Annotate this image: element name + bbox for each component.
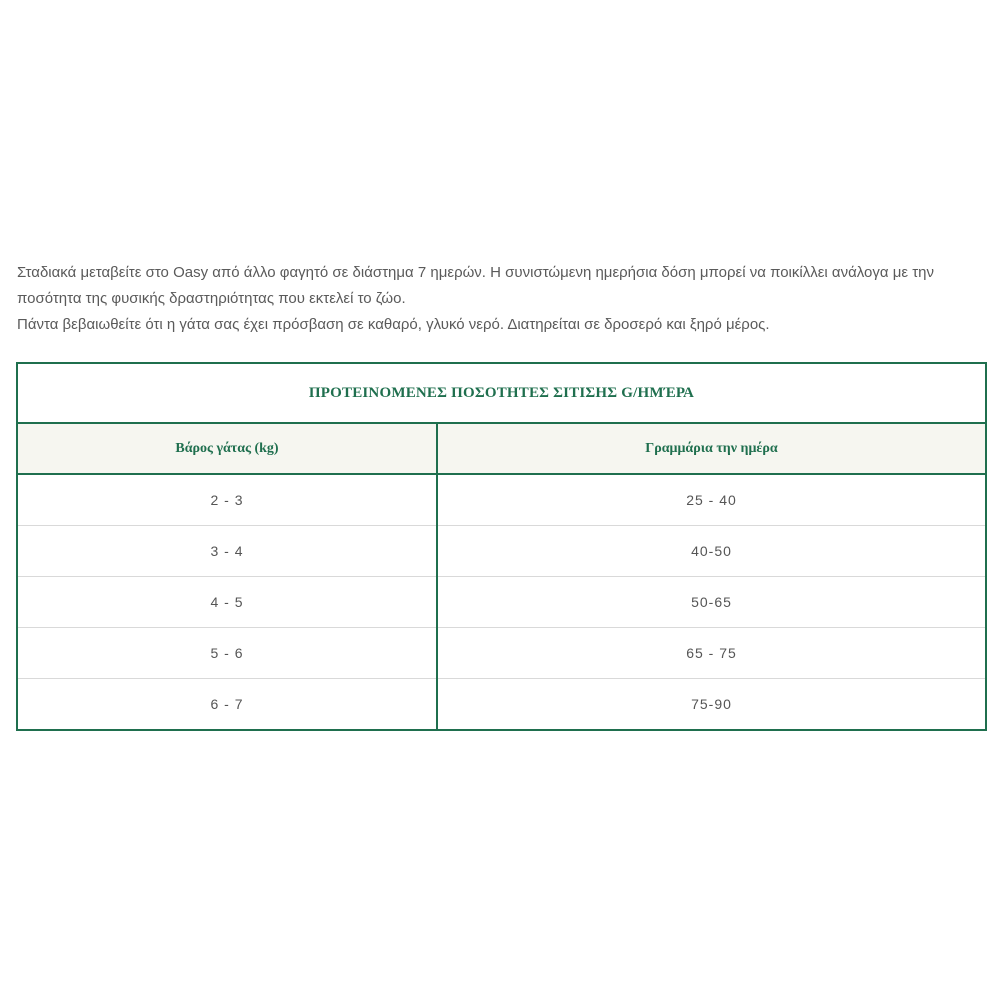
water-storage-instructions: Πάντα βεβαιωθείτε ότι η γάτα σας έχει πρόσβαση σε καθαρό, γλυκό νερό. Διατηρείται σε δροσερό και ξηρό μέρος. <box>17 316 770 333</box>
grams-cell: 50-65 <box>437 577 986 628</box>
feeding-instructions <box>17 260 985 338</box>
table-title: ΠΡΟΤΕΙΝΟΜΕΝΕΣ ΠΟΣΟΤΗΤΕΣ ΣΙΤΙΣΗΣ G/ΗΜΈΡΑ <box>17 363 986 423</box>
table-row <box>17 577 986 628</box>
weight-cell: 2 - 3 <box>17 474 437 526</box>
grams-cell: 65 - 75 <box>437 628 986 679</box>
feeding-table <box>16 362 987 731</box>
weight-cell: 6 - 7 <box>17 679 437 731</box>
grams-cell: 75-90 <box>691 696 732 712</box>
weight-cell: 3 - 4 <box>17 526 437 577</box>
transition-instructions: Σταδιακά μεταβείτε στο Oasy από άλλο φαγητό σε διάστημα 7 ημερών. Η συνιστώμενη ημερήσια δόση μπορεί να ποικίλλει ανάλογα με την ποσότητα της φυσικής δραστηριότητας που εκτελεί το ζώο. <box>17 264 934 307</box>
grams-cell: 25 - 40 <box>437 474 986 526</box>
grams-cell: 40-50 <box>437 526 986 577</box>
table-header-row <box>17 423 986 474</box>
table-title-row <box>17 363 986 423</box>
table-row <box>17 526 986 577</box>
weight-cell: 5 - 6 <box>17 628 437 679</box>
table-row <box>17 628 986 679</box>
weight-cell: 4 - 5 <box>17 577 437 628</box>
table-row <box>17 474 986 526</box>
column-header-grams: Γραμμάρια την ημέρα <box>437 423 986 474</box>
column-header-weight: Βάρος γάτας (kg) <box>17 423 437 474</box>
table-row <box>17 679 986 731</box>
